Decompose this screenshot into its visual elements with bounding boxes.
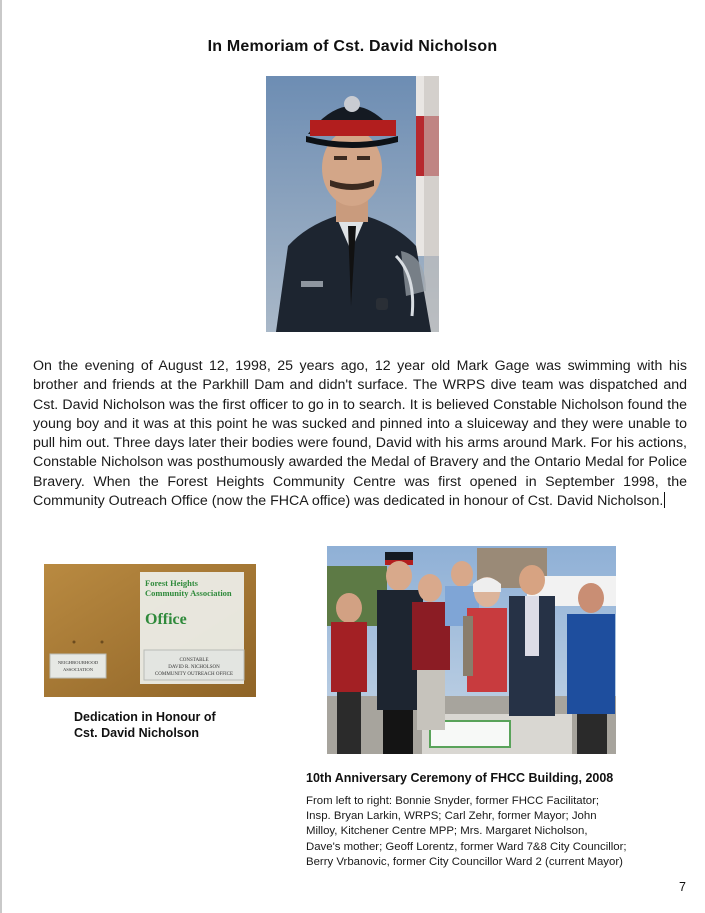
officer-portrait-photo — [266, 76, 439, 332]
plaque-line3: COMMUNITY OUTREACH OFFICE — [154, 672, 234, 677]
sign-association-line2: Community Association — [145, 588, 232, 598]
small-plaque-line2: ASSOCIATION — [62, 667, 94, 672]
page-title: In Memoriam of Cst. David Nicholson — [207, 38, 498, 55]
memorial-body-text — [33, 357, 687, 511]
small-plaque-line1: NEIGHBOURHOOD — [57, 660, 99, 665]
plaque-line2: DAVID R. NICHOLSON — [168, 665, 220, 670]
ceremony-caption-title: 10th Anniversary Ceremony of FHCC Building, 2008 — [306, 771, 614, 785]
ceremony-caption-line: Insp. Bryan Larkin, WRPS; Carl Zehr, former Mayor; John — [306, 810, 597, 823]
text-cursor — [664, 492, 665, 508]
plaque-line1: CONSTABLE — [179, 658, 209, 663]
page-edge — [0, 0, 2, 913]
dedication-caption-line2: Cst. David Nicholson — [74, 725, 200, 740]
ceremony-caption-line: From left to right: Bonnie Snyder, former FHCC Facilitator; — [306, 795, 600, 807]
ceremony-caption-line: Berry Vrbanovic, former City Councillor Ward 2 (current Mayor) — [306, 855, 623, 868]
ceremony-caption-line: Milloy, Kitchener Centre MPP; Mrs. Margaret Nicholson, — [306, 825, 588, 838]
ceremony-caption-line: Dave's mother; Geoff Lorentz, former Ward 7&8 City Councillor; — [306, 840, 627, 853]
dedication-sign-photo — [44, 564, 256, 697]
ceremony-caption-body — [306, 794, 686, 870]
sign-association-line1: Forest Heights — [145, 578, 198, 588]
sign-office-word: Office — [145, 611, 187, 628]
ceremony-group-photo — [327, 546, 616, 754]
dedication-caption-line1: Dedication in Honour of — [74, 710, 216, 724]
memorial-paragraph: On the evening of August 12, 1998, 25 years ago, 12 year old Mark Gage was swimming with his brother and friends at the Parkhill Dam and didn't surface. The WRPS dive team was dispatched and Cst. David Nicholson was the first officer to go in to search. It is believed Constable Nicholson found the young boy and it was at this point he was sucked and pinned into a sluiceway and they were unable to pull him out. Three days later their bodies were found, David with his arms around Mark. For his actions, Constable Nicholson was posthumously awarded the Medal of Bravery and the Ontario Medal for Police Bravery. When the Forest Heights Community Centre was first opened in September 1998, the Community Outreach Office (now the FHCA office) was dedicated in honour of Cst. David Nicholson. — [33, 358, 687, 510]
dedication-caption — [74, 710, 254, 741]
page-number: 7 — [679, 880, 686, 894]
